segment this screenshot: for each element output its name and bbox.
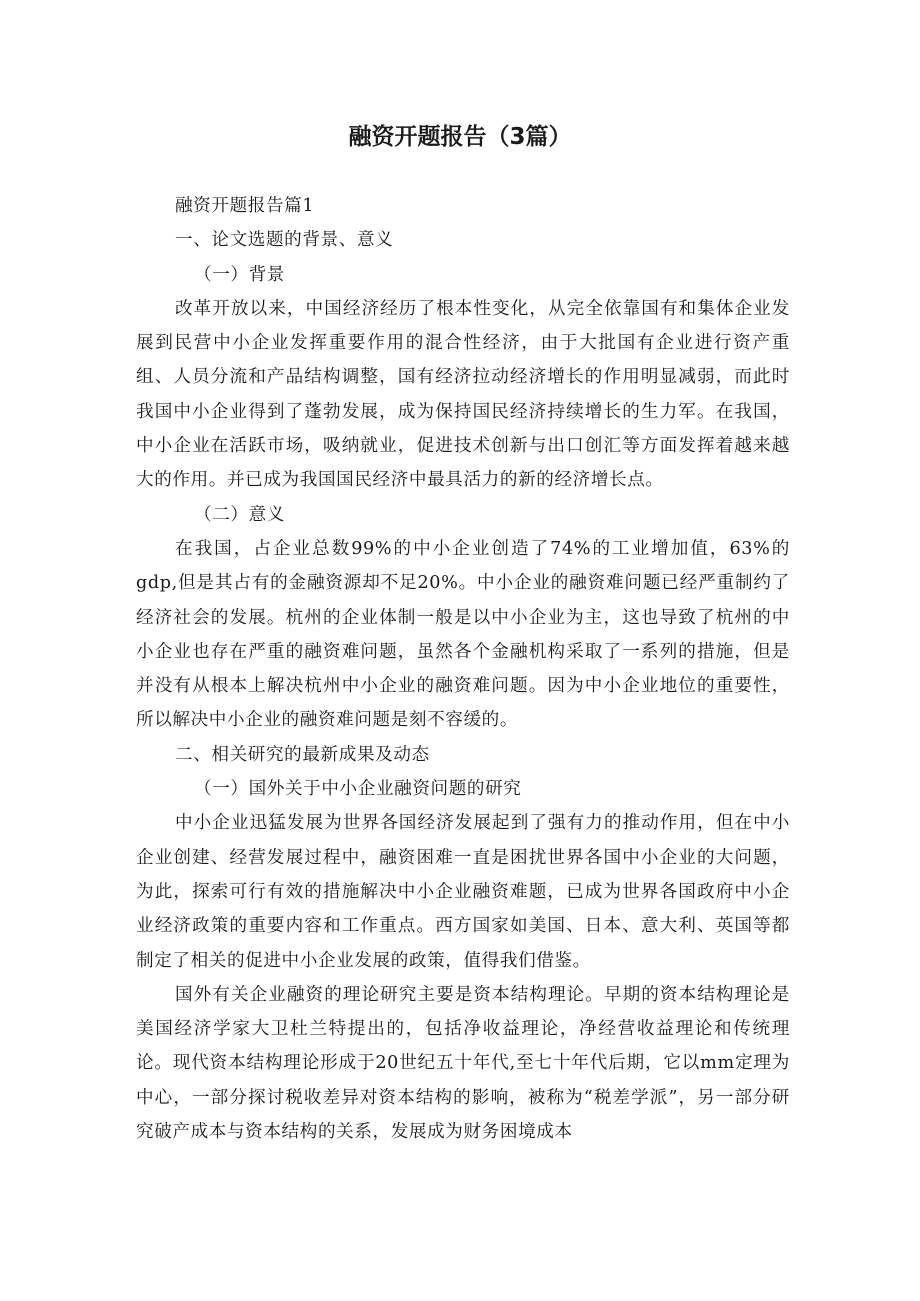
body-paragraph: 在我国，占企业总数99%的中小企业创造了74%的工业增加值，63%的gdp,但是其占有的金融资源却不足20%。中小企业的融资难问题已经严重制约了经济社会的发展。杭州的企业体制一般是以中小企业为主，这也导致了杭州的中小企业也存在严重的融资难问题，虽然各个金融机构采取了一系列的措施，但是并没有从根本上解决杭州中小企业的融资难问题。因为中小企业地位的重要性，所以解决中小企业的融资难问题是刻不容缓的。 <box>136 538 790 731</box>
subsection-heading: （一）国外关于中小企业融资问题的研究 <box>194 779 522 800</box>
body-paragraph: 中小企业迅猛发展为世界各国经济发展起到了强有力的推动作用，但在中小企业创建、经营发展过程中，融资困难一直是困扰世界各国中小企业的大问题，为此，探索可行有效的措施解决中小企业融资难题，已成为世界各国政府中小企业经济政策的重要内容和工作重点。西方国家如美国、日本、意大利、英国等都制定了相关的促进中小企业发展的政策，值得我们借鉴。 <box>136 813 790 971</box>
subsection-heading: （二）意义 <box>194 504 285 525</box>
subsection-heading: （一）背景 <box>194 264 285 285</box>
document-title: 融资开题报告（3篇） <box>348 124 572 150</box>
section-heading: 融资开题报告篇1 <box>175 196 315 216</box>
body-paragraph: 国外有关企业融资的理论研究主要是资本结构理论。早期的资本结构理论是美国经济学家大卫杜兰特提出的，包括净收益理论，净经营收益理论和传统理论。现代资本结构理论形成于20世纪五十年代,至七十年代后期，它以mm定理为中心，一部分探讨税收差异对资本结构的影响，被称为“税差学派”，另一部分研究破产成本与资本结构的关系，发展成为财务困境成本 <box>136 984 790 1143</box>
body-paragraph: 改革开放以来，中国经济经历了根本性变化，从完全依靠国有和集体企业发展到民营中小企业发挥重要作用的混合性经济，由于大批国有企业进行资产重组、人员分流和产品结构调整，国有经济拉动经济增长的作用明显减弱，而此时我国中小企业得到了蓬勃发展，成为保持国民经济持续增长的生力军。在我国，中小企业在活跃市场，吸纳就业，促进技术创新与出口创汇等方面发挥着越来越大的作用。并已成为我国国民经济中最具活力的新的经济增长点。 <box>136 298 790 491</box>
section-heading: 一、论文选题的背景、意义 <box>175 230 394 251</box>
document-body <box>136 189 790 1149</box>
section-heading: 二、相关研究的最新成果及动态 <box>175 744 430 765</box>
